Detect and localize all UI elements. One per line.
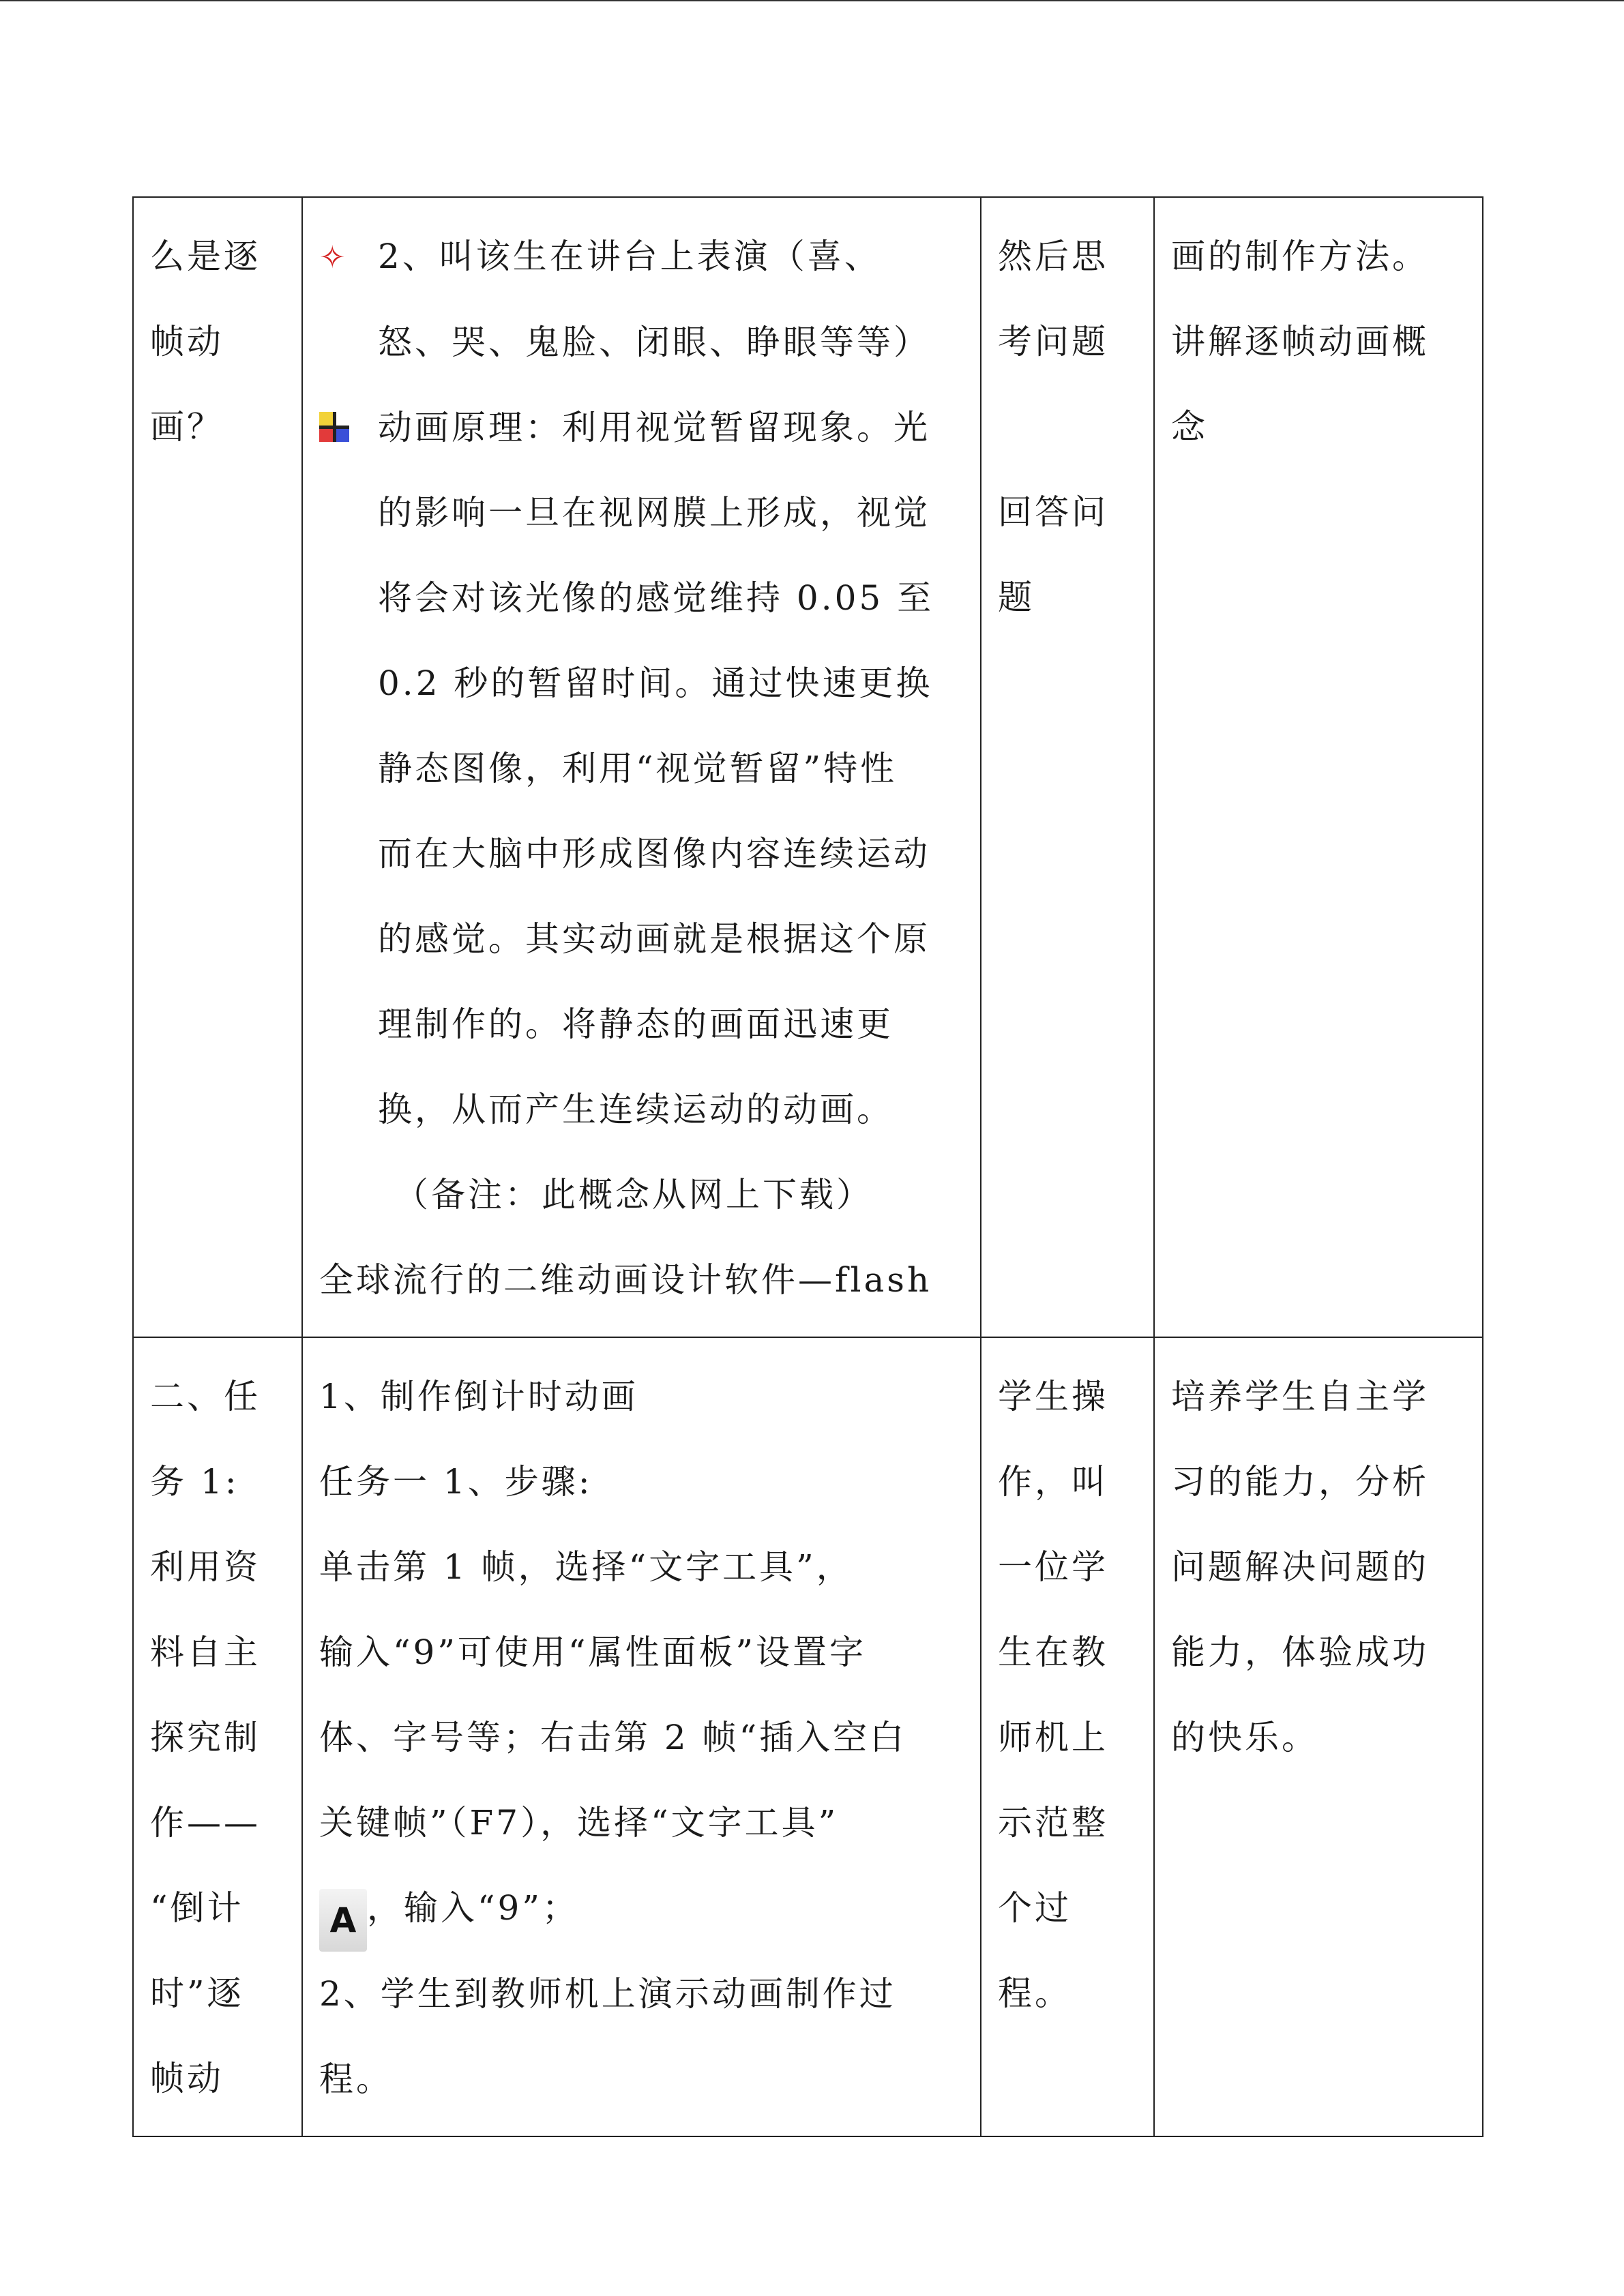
cell-blank-line: [998, 385, 1138, 470]
cell-line: 务 1:: [150, 1462, 239, 1502]
cell-line: 程。: [998, 1973, 1072, 2013]
cell-line: 回答问: [998, 492, 1108, 532]
cell-line: 静态图像，利用“视觉暂留”特性: [378, 749, 898, 788]
cell-line: 考问题: [998, 322, 1108, 361]
cell-line: 理制作的。将静态的画面迅速更: [378, 1004, 894, 1044]
cell-line: 培养学生自主学: [1171, 1377, 1429, 1416]
quadrant-bullet-icon: [319, 412, 349, 442]
cell-line: 讲解逐帧动画概: [1171, 322, 1429, 361]
text-tool-icon: A: [319, 1889, 367, 1952]
cell-line: 利用资: [150, 1547, 261, 1587]
cell-line: 程。: [319, 2059, 393, 2099]
design-intent-cell: [1154, 197, 1483, 1337]
teaching-content-cell: [302, 197, 981, 1337]
cell-line: 而在大脑中形成图像内容连续运动: [378, 834, 930, 874]
cell-line: 的感觉。其实动画就是根据这个原: [378, 919, 930, 959]
student-activity-cell: [981, 1337, 1154, 2136]
cell-line: 个过: [998, 1888, 1072, 1928]
cell-line: 么是逐: [150, 237, 261, 276]
four-point-star-icon: ✧: [319, 239, 349, 275]
cell-line: 题: [998, 578, 1035, 617]
bullet-item-principle: 动画原理：利用视觉暂留现象。光: [319, 385, 965, 471]
cell-line: 输入“9”可使用“属性面板”设置字: [319, 1632, 867, 1672]
cell-line: 0.2 秒的暂留时间。通过快速更换: [378, 664, 933, 703]
cell-line: “倒计: [150, 1888, 244, 1928]
cell-line: 生在教: [998, 1632, 1108, 1672]
cell-line: 帧动: [150, 2059, 224, 2098]
cell-line: 能力，体验成功: [1171, 1632, 1429, 1672]
cell-line: 示范整: [998, 1803, 1108, 1843]
cell-line: 单击第 1 帧，选择“文字工具”，: [319, 1547, 853, 1587]
cell-line: 怒、哭、鬼脸、闭眼、睁眼等等）: [378, 323, 930, 362]
cell-line: 作——: [150, 1803, 261, 1843]
section-title-cell: [133, 197, 302, 1337]
cell-line: 体、字号等；右击第 2 帧“插入空白: [319, 1718, 907, 1757]
cell-line: 习的能力，分析: [1171, 1462, 1429, 1502]
section-title-cell: [133, 1337, 302, 2136]
cell-line: 作，叫: [998, 1462, 1108, 1502]
cell-line: 学生操: [998, 1377, 1108, 1416]
student-activity-cell: [981, 197, 1154, 1337]
cell-line: 念: [1171, 407, 1208, 447]
cell-line: 的快乐。: [1171, 1718, 1318, 1757]
cell-line: 任务一 1、步骤:: [319, 1462, 593, 1502]
cell-line: 画？: [150, 407, 224, 447]
note-line: （备注：此概念从网上下载）: [394, 1175, 873, 1214]
cell-line: 关键帧”（F7），选择“文字工具”: [319, 1803, 839, 1843]
cell-line: 2、学生到教师机上演示动画制作过: [319, 1974, 896, 2014]
cell-line: 探究制: [150, 1718, 261, 1757]
table-row: [133, 1337, 1483, 2136]
flash-line: 全球流行的二维动画设计软件—flash: [319, 1260, 932, 1300]
cell-line: 时”逐: [150, 1973, 244, 2013]
cell-line: 帧动: [150, 322, 224, 361]
design-intent-cell: [1154, 1337, 1483, 2136]
cell-line: 画的制作方法。: [1171, 237, 1429, 276]
teaching-content-cell: [302, 1337, 981, 2136]
cell-line: 问题解决问题的: [1171, 1547, 1429, 1587]
cell-line: 将会对该光像的感觉维持 0.05 至: [378, 578, 934, 618]
lesson-plan-table: [132, 196, 1483, 2137]
bullet-item-perform: ✧ 2、叫该生在讲台上表演（喜、: [319, 237, 881, 276]
cell-line: 二、任: [150, 1377, 261, 1416]
cell-line: 换，从而产生连续运动的动画。: [378, 1090, 894, 1129]
cell-line: 师机上: [998, 1718, 1108, 1757]
cell-line: 的影响一旦在视网膜上形成，视觉: [378, 493, 930, 533]
table-row: [133, 197, 1483, 1337]
page-top-border: [0, 0, 1624, 1]
text-tool-line: A ，输入“9”；: [319, 1866, 965, 1952]
cell-line: 1、制作倒计时动画: [319, 1377, 638, 1416]
cell-line: 然后思: [998, 237, 1108, 276]
cell-line: 料自主: [150, 1632, 261, 1672]
cell-line: 一位学: [998, 1547, 1108, 1587]
